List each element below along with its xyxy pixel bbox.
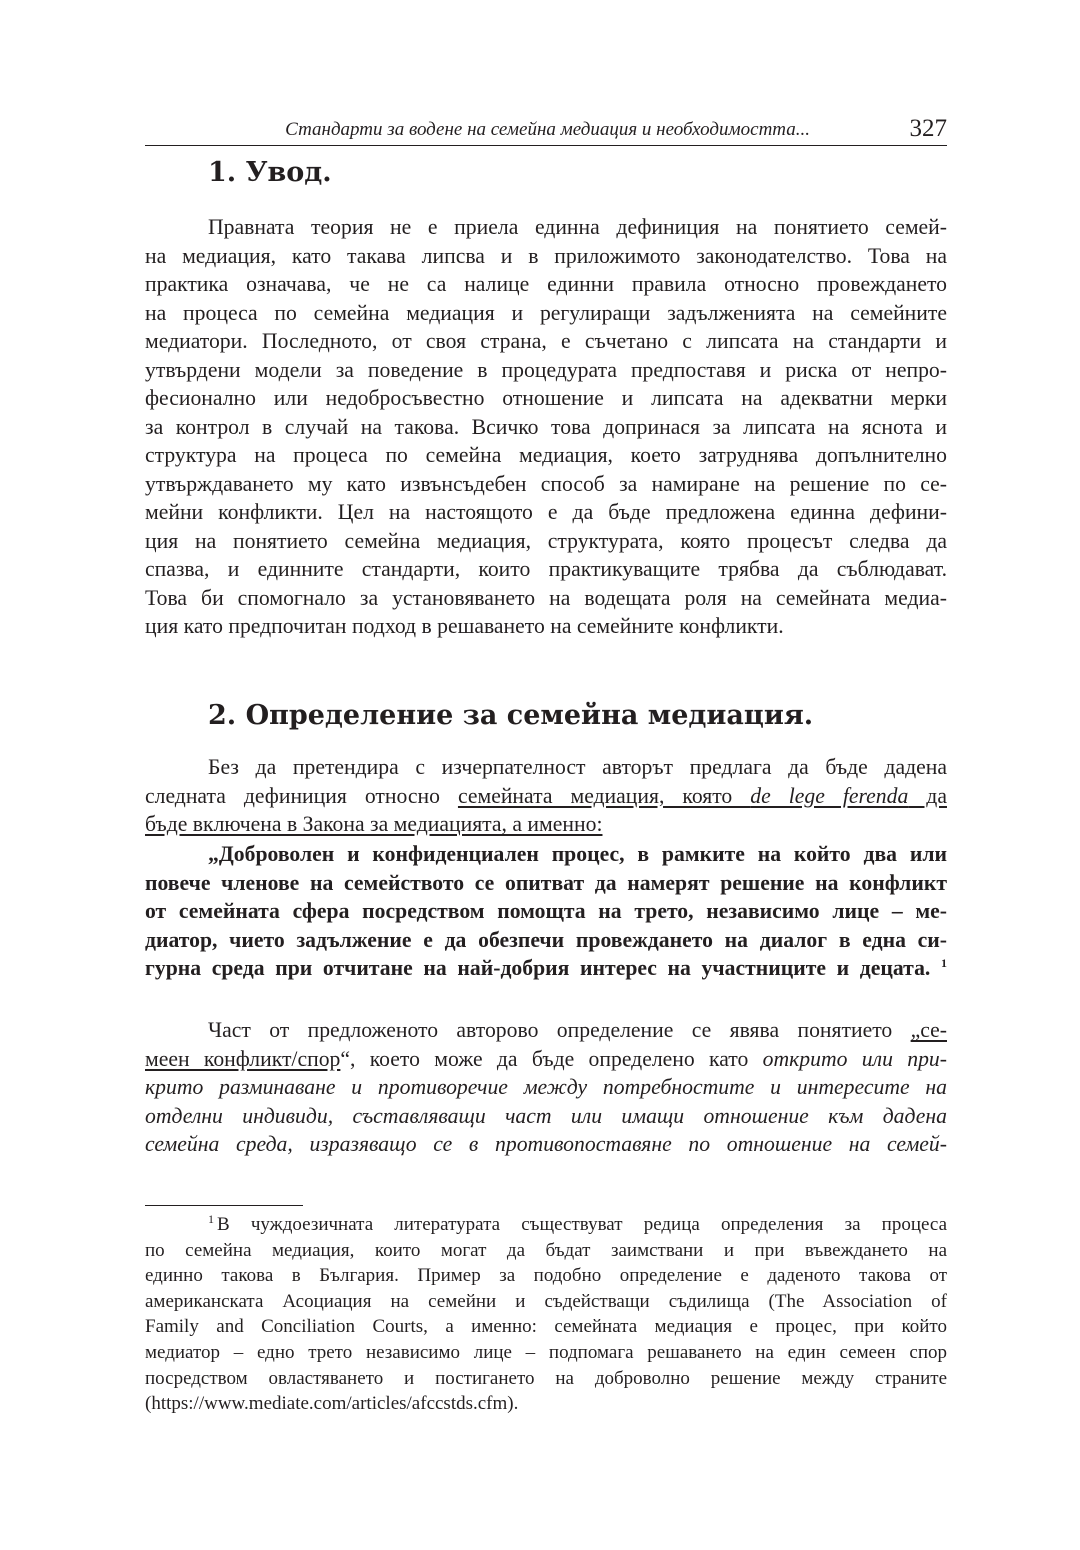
paragraph-line: утвърждаването му като извънсъдебен способ за намиране на решение по се- bbox=[145, 471, 947, 496]
definition-line: „Доброволен и конфиденциален процес, в рамките на който два или bbox=[208, 842, 947, 866]
paragraph-line: утвърдени модели за поведение в процедурата предпоставя и риска от непро- bbox=[145, 357, 947, 382]
paragraph-line: за контрол в случай на такова. Всичко това допринася за липсата на яснота и bbox=[145, 414, 947, 439]
definition-line: от семейната сфера посредством помощта на трето, независимо лице – ме- bbox=[145, 899, 947, 923]
footnote-line: по семейна медиация, които могат да бъдат заимствани и при въвеждането на bbox=[145, 1239, 947, 1261]
footnote-reference[interactable]: 1 bbox=[941, 955, 948, 970]
paragraph-line: фесионално или недобросъвестно отношение и липсата на адекватни мерки bbox=[145, 386, 947, 410]
footnote-line: посредством овластяването и постигането на доброволно решение между страните bbox=[145, 1367, 947, 1389]
paragraph-line: крито разминаване и противоречие между потребностите и интересите на bbox=[145, 1075, 947, 1099]
paragraph-line: практика означава, че не са налице единни правила относно провеждането bbox=[145, 272, 947, 296]
footnote-line: $^1$ В чуждоезичната литературата съществуват редица определения за процеса bbox=[208, 1211, 947, 1235]
paragraph-line: медиатори. Последното, от своя страна, е съчетано с липсата на стандарти и bbox=[145, 329, 947, 353]
paragraph-line: Правната теория не е приела единна дефиниция на понятието семей- bbox=[208, 215, 947, 239]
running-title: Стандарти за водене на семейна медиация и необходимостта... bbox=[285, 119, 810, 140]
paragraph-line: на процеса по семейна медиация и регулиращи задълженията на семейните bbox=[145, 300, 947, 325]
definition-line: диатор, чието задължение е да обезпечи провеждането на диалог в една си- bbox=[145, 927, 947, 952]
paragraph-line: ция на понятието семейна медиация, структурата, която процесът следва да bbox=[145, 528, 947, 553]
paragraph-line: структура на процеса по семейна медиация, което затруднява допълнително bbox=[145, 443, 947, 467]
footnote-line: Family and Conciliation Courts, а именно: семейната медиация е процес, при който bbox=[145, 1316, 947, 1338]
footnote-line: медиатор – едно трето независимо лице – подпомага решаването на един семеен спор bbox=[145, 1341, 947, 1363]
paragraph-line: на медиация, като такава липсва и в приложимото законодателство. Това на bbox=[145, 243, 947, 268]
paragraph-line: отделни индивиди, съставляващи част или имащи отношение към дадена bbox=[145, 1103, 947, 1128]
footnote-1 bbox=[145, 1212, 947, 1417]
intro-line: следната дефиниция относно семейната медиация, която de lege ferenda да bbox=[145, 783, 947, 808]
section-1-heading: 1. Увод. bbox=[208, 157, 332, 188]
footnote-separator bbox=[145, 1205, 303, 1206]
paragraph-line: меен конфликт/спор“, което може да бъде определено като открито или при- bbox=[145, 1046, 947, 1071]
section-2-intro bbox=[145, 753, 947, 839]
footnote-url-line[interactable]: (https://www.mediate.com/articles/afccstds.cfm). bbox=[145, 1393, 519, 1415]
paragraph-line: ция като предпочитан подход в решаването на семейните конфликти. bbox=[145, 614, 784, 638]
underlined-text: семейната медиация, която de lege ferenda да bbox=[457, 783, 947, 808]
paragraph-line: семейна среда, изразяващо се в противопоставяне по отношение на семей- bbox=[145, 1132, 947, 1156]
footnote-line: единно такова в България. Пример за подобно определение е даденото такова от bbox=[145, 1265, 947, 1287]
paragraph-line: Част от предложеното авторово определение се явява понятието „се- bbox=[208, 1018, 947, 1042]
definition-quote bbox=[145, 840, 947, 983]
section-1-paragraph bbox=[145, 213, 947, 641]
paragraph-line: мейни конфликти. Цел на настоящото е да бъде предложена единна дефини- bbox=[145, 500, 947, 524]
definition-line: гурна среда при отчитане на най-добрия интерес на участниците и децата. $^1$ bbox=[145, 955, 948, 980]
footnote-number: 1 bbox=[208, 1211, 214, 1226]
intro-line bbox=[145, 810, 947, 839]
intro-line: Без да претендира с изчерпателност авторът предлага да бъде дадена bbox=[208, 755, 947, 779]
footnote-line: американската Асоциация на семейни и съдействащи съдилища (The Association of bbox=[145, 1290, 947, 1312]
page-number: 327 bbox=[909, 115, 947, 142]
section-2-heading: 2. Определение за семейна медиация. bbox=[208, 700, 814, 731]
section-2-paragraph bbox=[145, 1016, 947, 1159]
paragraph-line: Това би спомогнало за установяването на водещата роля на семейната медиа- bbox=[145, 585, 947, 610]
underlined-text: бъде включена в Закона за медиацията, а именно: bbox=[145, 812, 603, 836]
running-header bbox=[145, 113, 947, 146]
definition-line: повече членове на семейството се опитват да намерят решение на конфликт bbox=[145, 870, 947, 895]
paragraph-line: спазва, и единните стандарти, които практикуващите трябва да съблюдават. bbox=[145, 557, 947, 581]
